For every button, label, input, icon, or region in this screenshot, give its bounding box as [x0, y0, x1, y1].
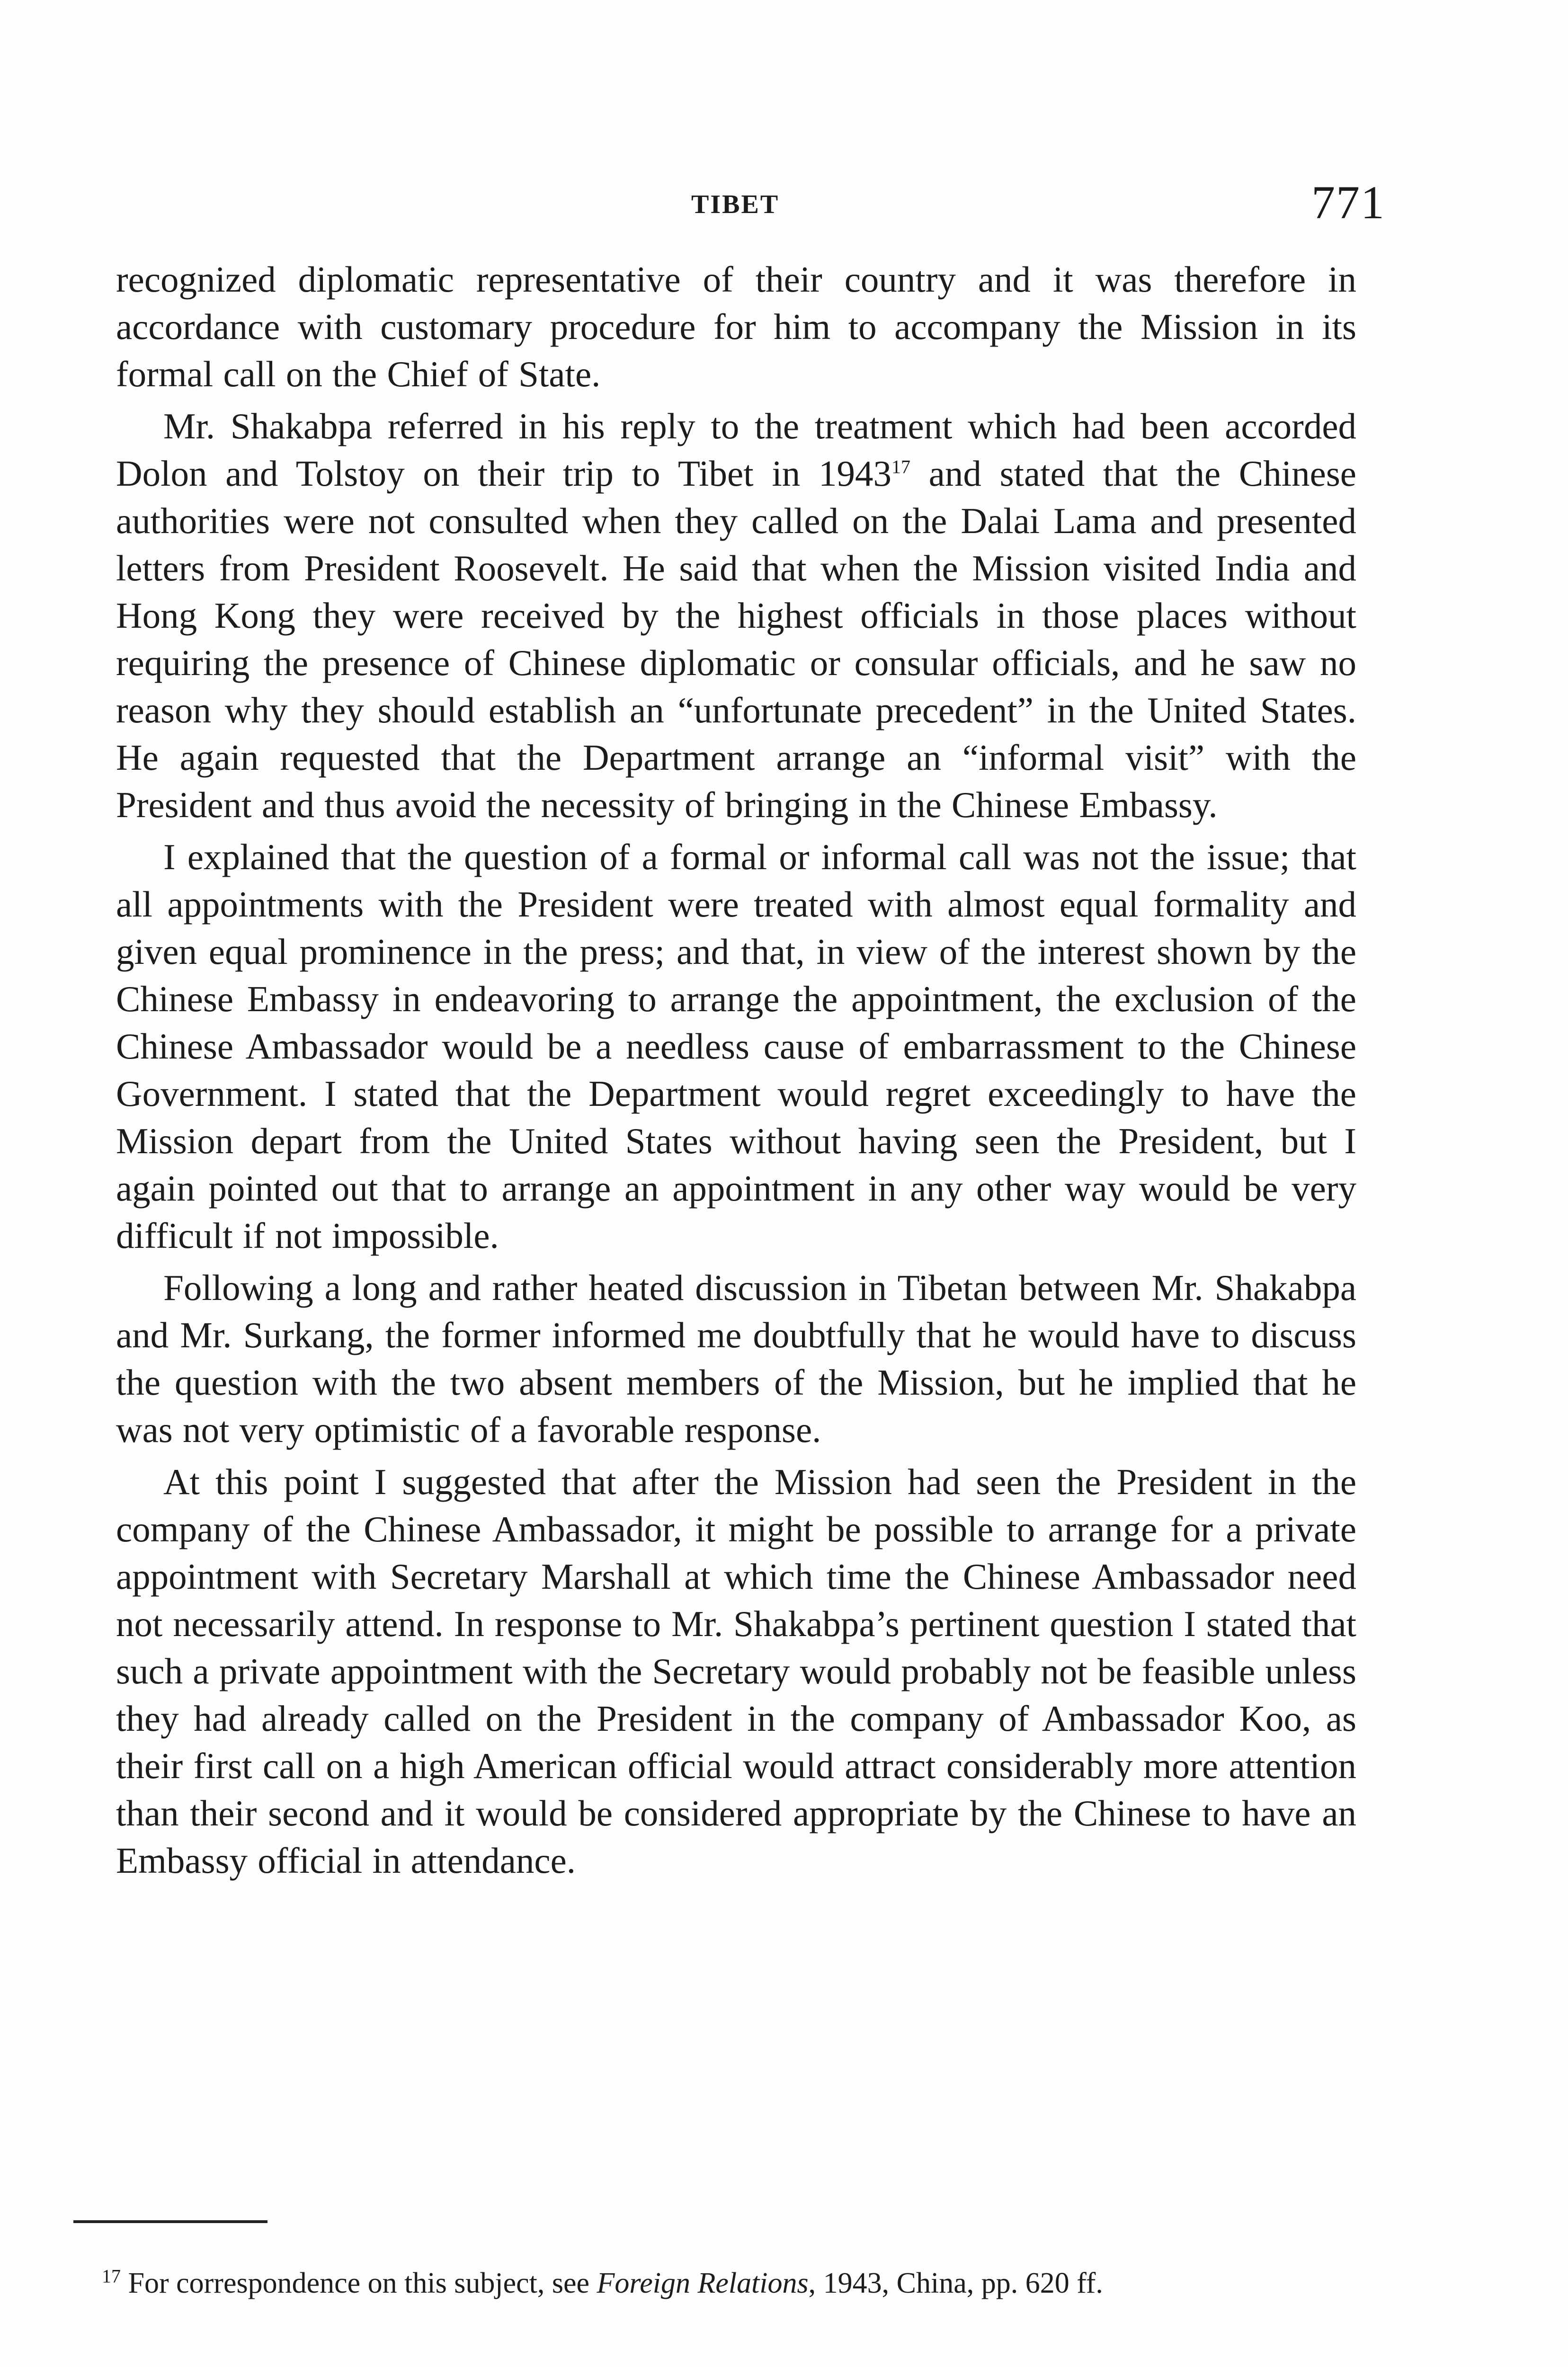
paragraph-3: I explained that the question of a formal or informal call was not the issue; that all appointments with the President were treated with almost equal formality and given equal prominence in the press; and that, in view of the interest shown by the Chinese Embassy in endeavoring to arrange the appointment, the exclusion of the Chinese Ambassador would be a needless cause of embarrassment to the Chinese Government. I stated that the Department would regret exceedingly to have the Mission depart from the United States without having seen the President, but I again pointed out that to arrange an appointment in any other way would be very difficult if not impossible. — [116, 836, 1356, 1256]
running-title: TIBET — [691, 190, 780, 219]
footnote-divider — [73, 2220, 267, 2223]
paragraph-2-text-start: Mr. Shakabpa referred in his reply to the treatment which had been accorded Dolon and Tolstoy on their trip to Tibet in 1943 — [116, 406, 1356, 494]
paragraph-2-text-end: and stated that the Chinese authorities were not consulted when they called on the Dalai Lama and presented letters from President Roosevelt. He said that when the Mission visited India and Hong Kong they were received by the highest officials in those places without requiring the presence of Chinese diplomatic or consular officials, and he saw no reason why they should establish an “unfortunate precedent” in the United States. He again requested that the Department arrange an “informal visit” with the President and thus avoid the necessity of bringing in the Chinese Embassy. — [116, 453, 1356, 825]
paragraph-2 — [116, 402, 1356, 828]
paragraph-1: recognized diplomatic representative of their country and it was therefore in accordance with customary procedure for him to accompany the Mission in its formal call on the Chief of State. — [116, 259, 1356, 394]
footnote-text-end: , 1943, China, pp. 620 ff. — [808, 2267, 1103, 2299]
body-text — [116, 256, 1356, 1889]
page-header — [0, 176, 1568, 237]
page-number: 771 — [1311, 176, 1385, 229]
paragraph-4: Following a long and rather heated discussion in Tibetan between Mr. Shakabpa and Mr. Surkang, the former informed me doubtfully that he would have to discuss the question with the two absent members of the Mission, but he implied that he was not very optimistic of a favorable response. — [116, 1267, 1356, 1450]
footnote-publication-title: Foreign Relations — [597, 2267, 809, 2299]
paragraph-5: At this point I suggested that after the Mission had seen the President in the company of the Chinese Ambassador, it might be possible to arrange for a private appointment with Secretary Marshall at which time the Chinese Ambassador need not necessarily attend. In response to Mr. Shakabpa’s pertinent question I stated that such a private appointment with the Secretary would probably not be feasible unless they had already called on the President in the company of Ambassador Koo, as their first call on a high American official would attract considerably more attention than their second and it would be considered appropriate by the Chinese to have an Embassy official in attendance. — [116, 1461, 1356, 1881]
footnote-text-start: For correspondence on this subject, see — [121, 2267, 597, 2299]
footnote — [73, 2264, 1314, 2303]
footnote-marker: 17 — [102, 2265, 121, 2287]
footnote-reference: 17 — [891, 456, 910, 478]
